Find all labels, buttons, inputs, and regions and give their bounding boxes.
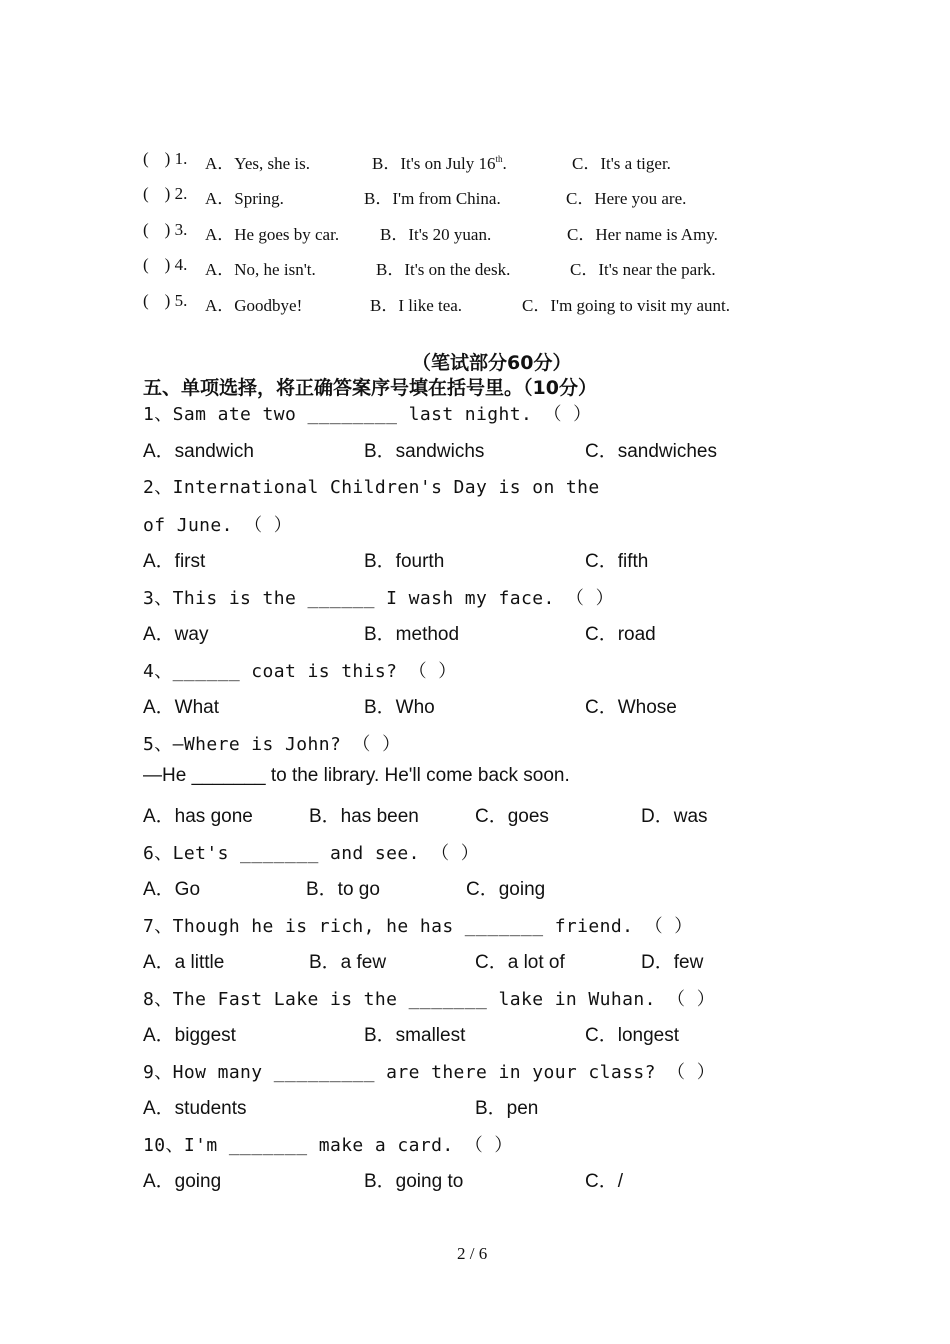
q3-option-c: C．road: [585, 624, 656, 645]
listening-item-5: [143, 291, 187, 311]
q7-option-a: A．a little: [143, 952, 225, 973]
q7-option-d: D．few: [641, 952, 704, 973]
q3-option-a: A．way: [143, 624, 209, 645]
option-c: C．It's near the park.: [570, 260, 716, 279]
question-10: 10、I'm _______ make a card. （ ）: [143, 1135, 513, 1156]
question-2-line-2: of June. （ ）: [143, 515, 293, 536]
option-c: C．I'm going to visit my aunt.: [522, 296, 731, 315]
option-a: A．He goes by car.: [205, 225, 340, 244]
option-b: B．It's on the desk.: [376, 260, 511, 279]
q5-option-c: C．goes: [475, 806, 549, 827]
q8-option-b: B．smallest: [364, 1025, 466, 1046]
q1-option-a: A．sandwich: [143, 441, 254, 462]
option-a: A．Yes, she is.: [205, 154, 311, 173]
question-2: 2、International Children's Day is on the: [143, 477, 600, 498]
q1-option-c: C．sandwiches: [585, 441, 717, 462]
option-a: A．Spring.: [205, 189, 284, 208]
section-5-title: 五、单项选择，将正确答案序号填在括号里。（10分）: [143, 377, 597, 399]
option-a: A．Goodbye!: [205, 296, 303, 315]
question-5: 5、—Where is John? （ ）: [143, 734, 401, 755]
option-c: C．Here you are.: [566, 189, 687, 208]
option-b: B．It's 20 yuan.: [380, 225, 492, 244]
answer-paren[interactable]: (: [143, 149, 149, 168]
item-number: ) 3.: [164, 220, 188, 239]
answer-paren[interactable]: (: [143, 220, 149, 239]
q7-option-b: B．a few: [309, 952, 387, 973]
item-number: ) 1.: [164, 149, 188, 168]
q4-option-a: A．What: [143, 697, 220, 718]
q9-option-b: B．pen: [475, 1098, 539, 1119]
option-b: B．I'm from China.: [364, 189, 501, 208]
question-8: 8、The Fast Lake is the _______ lake in Wuhan. （ ）: [143, 989, 716, 1010]
question-5-line-2: —He _______ to the library. He'll come back soon.: [143, 765, 570, 786]
question-3: 3、This is the ______ I wash my face. （ ）: [143, 588, 614, 609]
question-1: 1、Sam ate two ________ last night. （ ）: [143, 404, 592, 425]
q8-option-c: C．longest: [585, 1025, 679, 1046]
answer-paren[interactable]: (: [143, 291, 149, 310]
listening-item-3: [143, 220, 187, 240]
question-6: 6、Let's _______ and see. （ ）: [143, 843, 480, 864]
q4-option-c: C．Whose: [585, 697, 677, 718]
q9-option-a: A．students: [143, 1098, 247, 1119]
q4-option-b: B．Who: [364, 697, 435, 718]
question-4: 4、______ coat is this? （ ）: [143, 661, 457, 682]
question-9: 9、How many _________ are there in your class? （ ）: [143, 1062, 716, 1083]
q3-option-b: B．method: [364, 624, 460, 645]
q10-option-c: C．/: [585, 1171, 624, 1192]
answer-paren[interactable]: (: [143, 255, 149, 274]
q2-option-c: C．fifth: [585, 551, 649, 572]
q10-option-b: B．going to: [364, 1171, 464, 1192]
item-number: ) 5.: [164, 291, 188, 310]
option-c: C．Her name is Amy.: [567, 225, 718, 244]
question-7: 7、Though he is rich, he has _______ friend. （ ）: [143, 916, 693, 937]
q1-option-b: B．sandwichs: [364, 441, 485, 462]
listening-item-2: [143, 184, 187, 204]
listening-item-4: [143, 255, 187, 275]
q5-option-d: D．was: [641, 806, 708, 827]
item-number: ) 4.: [164, 255, 188, 274]
item-number: ) 2.: [164, 184, 188, 203]
q10-option-a: A．going: [143, 1171, 222, 1192]
q6-option-a: A．Go: [143, 879, 201, 900]
q2-option-b: B．fourth: [364, 551, 445, 572]
answer-paren[interactable]: (: [143, 184, 149, 203]
q5-option-a: A．has gone: [143, 806, 253, 827]
q5-option-b: B．has been: [309, 806, 419, 827]
listening-item-1: [143, 149, 187, 169]
q8-option-a: A．biggest: [143, 1025, 236, 1046]
option-b: B．I like tea.: [370, 296, 463, 315]
written-part-title: （笔试部分60分）: [412, 352, 572, 374]
option-c: C．It's a tiger.: [572, 154, 671, 173]
q2-option-a: A．first: [143, 551, 206, 572]
page-number: 2 / 6: [457, 1244, 488, 1263]
q7-option-c: C．a lot of: [475, 952, 565, 973]
q6-option-b: B．to go: [306, 879, 380, 900]
q6-option-c: C．going: [466, 879, 546, 900]
option-b: B．It's on July 16th.: [372, 154, 507, 173]
option-a: A．No, he isn't.: [205, 260, 316, 279]
